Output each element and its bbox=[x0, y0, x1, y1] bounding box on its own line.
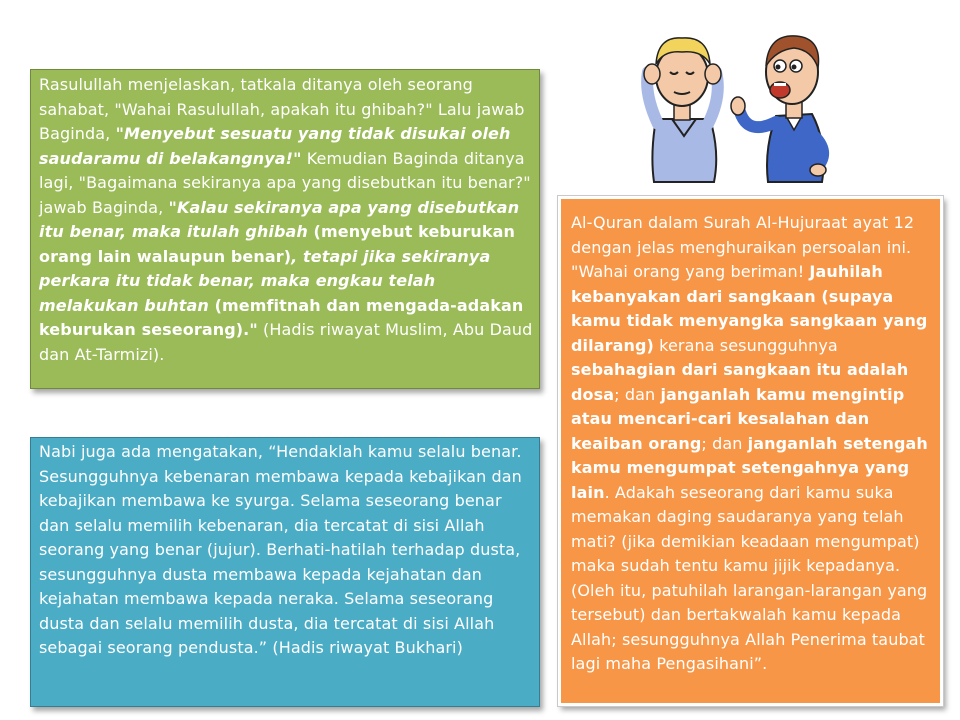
hadith-honesty-text: Nabi juga ada mengatakan, “Hendaklah kamu selalu benar. Sesungguhnya kebenaran membawa kepada kebajikan dan kebajikan membawa ke syurga. Selama seseorang benar dan selalu memilih kebenaran, dia tercatat di sisi Allah seorang yang benar (jujur). Berhati-hatilah terhadap dusta, sesungguhnya dusta membawa kepada kejahatan dan kejahatan membawa kepada neraka. Selama seseorang dusta dan selalu memilih dusta, dia tercatat di sisi Allah sebagai seorang pendusta.” (Hadis riwayat Bukhari) bbox=[39, 442, 522, 657]
gossip-cartoon-illustration bbox=[636, 24, 836, 184]
hadith-ghibah-text: Rasulullah menjelaskan, tatkala ditanya oleh seorang sahabat, "Wahai Rasulullah, apakah itu ghibah?" Lalu jawab Baginda, "Menyebut sesuatu yang tidak disukai oleh saudaramu di belakangnya!" Kemudian Baginda ditanya lagi, "Bagaimana sekiranya apa yang disebutkan itu benar?" jawab Baginda, "Kalau sekiranya apa yang disebutkan itu benar, maka itulah ghibah (menyebut keburukan orang lain walaupun benar), tetapi jika sekiranya perkara itu tidak benar, maka engkau telah melakukan buhtan (memfitnah dan mengada-adakan keburukan seseorang)." (Hadis riwayat Muslim, Abu Daud dan At-Tarmizi). bbox=[39, 75, 533, 364]
listener-figure bbox=[644, 38, 721, 182]
gossiper-figure bbox=[731, 36, 826, 182]
quran-hujuraat-box bbox=[558, 196, 943, 706]
quran-hujuraat-text: Al-Quran dalam Surah Al-Hujuraat ayat 12 dengan jelas menghuraikan persoalan ini. "Wahai orang yang beriman! Jauhilah kebanyakan dari sangkaan (supaya kamu tidak menyangka sangkaan yang dilarang) kerana sesungguhnya sebahagian dari sangkaan itu adalah dosa; dan janganlah kamu mengintip atau mencari-cari kesalahan dan keaiban orang; dan janganlah setengah kamu mengumpat setengahnya yang lain. Adakah seseorang dari kamu suka memakan daging saudaranya yang telah mati? (jika demikian keadaan mengumpat) maka sudah tentu kamu jijik kepadanya. (Oleh itu, patuhilah larangan-larangan yang tersebut) dan bertakwalah kamu kepada Allah; sesungguhnya Allah Penerima taubat lagi maha Pengasihani”. bbox=[571, 213, 928, 673]
hadith-ghibah-box bbox=[30, 69, 540, 389]
hadith-honesty-box bbox=[30, 437, 540, 707]
